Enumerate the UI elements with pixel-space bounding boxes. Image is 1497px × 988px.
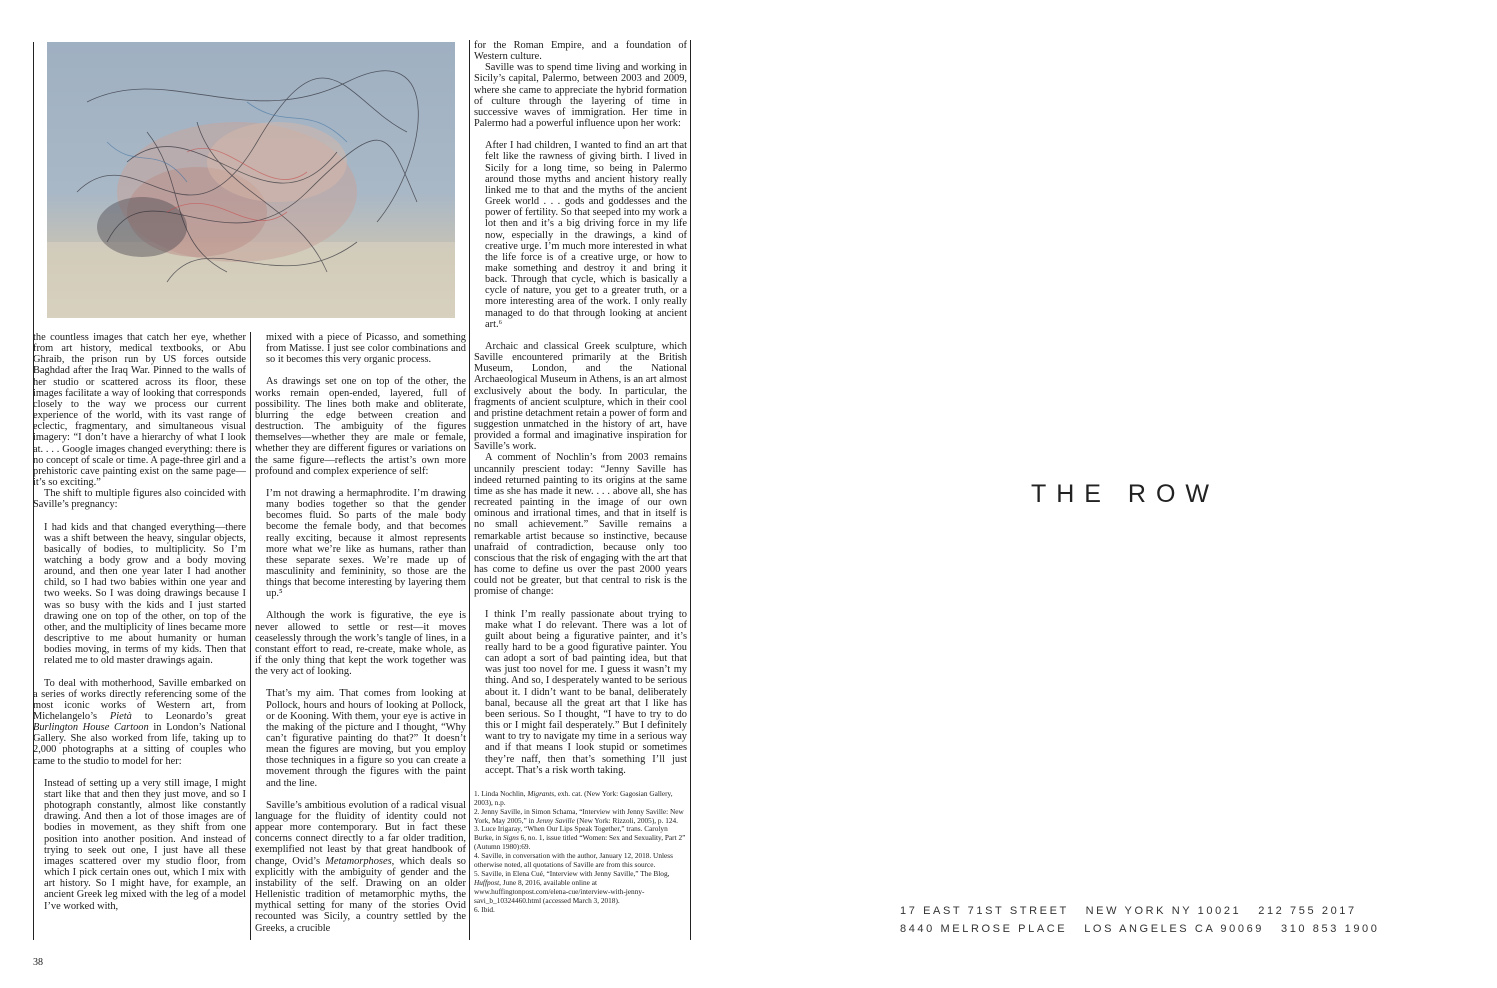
italic-title: Burlington House Cartoon: [33, 722, 149, 734]
quote-text: Instead of setting up a very still image, I might start like that and then they just move, and so I photograph constantly, almost like constantly drawing. And then a lot of those images are of bodies in movement, as they shift from one position into another position. And instead of trying to seek out one, I just have all these images scattered over my studio floor, from which I pick certain ones out, which I mix with art history. So I might have, for example, an ancient Greek leg mixed with the leg of a model I’ve worked with,: [44, 777, 246, 912]
paragraph: Saville was to spend time living and working in Sicily’s capital, Palermo, between 2003 and 2009, where she came to appreciate the hybrid formation of culture through the layering of time in successive waves of immigration. Her time in Palermo had a powerful influence upon her work:: [474, 62, 687, 130]
address-new-york: 17 EAST 71ST STREET NEW YORK NY 10021 212 755 2017: [900, 905, 1357, 917]
quote-text: mixed with a piece of Picasso, and something from Matisse. I just see color combinations and so it becomes this very organic process.: [266, 332, 466, 366]
painting-image: [47, 42, 455, 318]
italic-title: Migrants: [527, 788, 555, 798]
quote-text: After I had children, I wanted to find an art that felt like the rawness of giving birth. I lived in Sicily for a long time, so being in Palermo around those myths and ancient history really linked me to that and the myths of the ancient Greek world . . . gods and goddesses and the power of fertility. So that seeped into my work a lot then and it’s a big driving force in my life now, especially in the drawings, a kind of creative urge. I’m much more interested in what the life force is of a creative urge, or how to make something and destroy it and bring it back. Through that cycle, which is basically a cycle of nature, you get to a greater truth, or a more interesting area of the work. I only really managed to do that through looking at ancient art.⁶: [485, 140, 687, 330]
footnote: 3. Luce Irigaray, “When Our Lips Speak Together,” trans. Carolyn Burke, in Signs 6, no. 1, issue titled “Women: Sex and Sexuality, Part 2” (Autumn 1980):69.: [474, 824, 686, 852]
italic-title: Signs: [502, 833, 519, 843]
address-los-angeles: 8440 MELROSE PLACE LOS ANGELES CA 90069 310 853 1900: [900, 923, 1380, 935]
quote-text: That’s my aim. That comes from looking at Pollock, hours and hours of looking at Pollock, or de Kooning. With them, your eye is active in the making of the picture and I thought, “Why can’t figurative painting do that?” It doesn’t mean the figures are moving, but you employ those techniques in a figure so you can create a movement through the figures with the paint and the line.: [266, 688, 466, 789]
block-quote: [485, 609, 687, 776]
italic-title: Jenny Saville: [536, 815, 575, 825]
article-column-2: [255, 332, 466, 942]
paragraph: Saville’s ambitious evolution of a radical visual language for the fluidity of identity could not appear more contemporary. But in fact these concerns connect directly to a far older tradition, exemplified not least by that great handbook of change, Ovid’s Metamorphoses, which deals so explicitly with the ambiguity of gender and the instability of the self. Drawing on an older Hellenistic tradition of metamorphic myths, the mythical setting for many of the stories Ovid recounted was Sicily, a country settled by the Greeks, a crucible: [255, 799, 466, 934]
column-rule-right: [469, 40, 470, 940]
quote-text: I’m not drawing a hermaphrodite. I’m drawing many bodies together so that the gender becomes fluid. So parts of the male body become the female body, and that becomes really exciting, because it almost represents more what we’re like as humans, rather than these separate sexes. We’re made up of masculinity and femininity, so those are the things that become interesting by layering them up.⁵: [266, 487, 466, 600]
block-quote: [485, 140, 687, 330]
painting-scribbles: [47, 42, 455, 318]
footnote: 6. Ibid.: [474, 904, 495, 914]
article-column-1: [33, 332, 246, 942]
italic-title: Huffpost: [474, 877, 500, 887]
paragraph: for the Roman Empire, and a foundation of Western culture.: [474, 40, 687, 63]
footnote: 1. Linda Nochlin, Migrants, exh. cat. (New York: Gagosian Gallery, 2003), n.p.: [474, 788, 673, 807]
page-number: 38: [33, 957, 43, 968]
paragraph: The shift to multiple figures also coincided with Saville’s pregnancy:: [33, 488, 246, 511]
paragraph: Archaic and classical Greek sculpture, which Saville encountered primarily at the British Museum, London, and the National Archaeological Museum in Athens, is an art almost exclusively about the body. In particular, the fragments of ancient sculpture, which in their cool and pristine detachment retain a power of form and suggestion unmatched in the history of art, have provided a formal and imaginative inspiration for Saville’s work.: [474, 340, 687, 453]
footnote: 4. Saville, in conversation with the author, January 12, 2018. Unless otherwise noted, all quotations of Saville are from this source.: [474, 851, 673, 870]
article-column-3: [474, 40, 687, 942]
paragraph: the countless images that catch her eye, whether from art history, medical textbooks, or Abu Ghraib, the prison run by US forces outside Baghdad after the Iraq War. Pinned to the walls of her studio or scattered across its floor, these images facilitate a way of looking that corresponds closely to the way we process our current experience of the world, with its vast range of eclectic, fragmentary, and simultaneous visual imagery: “I don’t have a hierarchy of what I look at. . . . Google images changed everything: there is no concept of scale or time. A page-three girl and a prehistoric cave painting exist on the same page—it’s so exciting.”: [33, 332, 246, 489]
block-quote: [44, 778, 246, 912]
paragraph: As drawings set one on top of the other, the works remain open-ended, layered, full of possibility. The lines both make and obliterate, blurring the edge between creation and destruction. The ambiguity of the figures themselves—whether they are male or female, whether they are different figures or variations on the same figure—reflects the artist’s own more profound and complex experience of self:: [255, 376, 466, 477]
block-quote: [266, 488, 466, 600]
block-quote: [266, 332, 466, 365]
brand-logo: THE ROW: [1030, 480, 1220, 508]
italic-title: Pietà: [109, 711, 132, 722]
column-rule-middle: [250, 332, 251, 940]
quote-text: I think I’m really passionate about trying to make what I do relevant. There was a lot of guilt about being a figurative painter, and it’s really hard to be a good figurative painter. You can adopt a sort of bad painting idea, but that was just too novel for me. I guess it wasn’t my thing. And so, I desperately wanted to be serious about it. I didn’t want to be banal, deliberately banal, because all the great art that I like has been serious. So I thought, “I have to try to do this or I might fail desperately.” But I definitely want to try to navigate my time in a serious way and if that means I look stupid or sometimes they’re naff, then that’s something I’ll just accept. That’s a risk worth taking.: [485, 608, 687, 776]
footnote: 5. Saville, in Elena Cué, “Interview with Jenny Saville,” The Blog, Huffpost, June 8, 2016, available online at www.huffingtonpost.com/elena-cue/interview-with-jenny-savi_b_10324460.html (accessed March 3, 2018).: [474, 869, 670, 905]
italic-title: Metamorphoses: [325, 855, 392, 867]
paragraph: A comment of Nochlin’s from 2003 remains uncannily prescient today: “Jenny Saville has indeed returned painting to its origins at the same time as she has made it new. . . . above all, she has recreated painting in the image of our own ominous and irrational times, and that in itself is no small achievement.” Saville remains a remarkable artist because so instinctive, because unafraid of contradiction, because only too conscious that the risk of engaging with the art that has come to define us over the past 2000 years could not be greater, but that central to risk is the promise of change:: [474, 452, 687, 598]
quote-text: I had kids and that changed everything—there was a shift between the heavy, singular objects, basically of bodies, to multiplicity. So I’m watching a body grow and a body moving around, and then one year later I had another child, so I had two babies within one year and two weeks. So I was doing drawings because I was so busy with the kids and I just started drawing one on top of the other, on top of the other, and the multiplicity of lines became more descriptive to me about humanity or human bodies moving, in terms of my kids. Then that related me to old master drawings again.: [44, 521, 246, 667]
footnote: 2. Jenny Saville, in Simon Schama, “Interview with Jenny Saville: New York, May 2005,” in Jenny Saville (New York: Rizzoli, 2005), p. 124.: [474, 806, 684, 825]
paragraph: Although the work is figurative, the eye is never allowed to settle or rest—it moves ceaselessly through the work’s tangle of lines, in a constant effort to read, re-create, make whole, as if the only thing that kept the work together was the very act of looking.: [255, 610, 466, 678]
column-rule-outer: [690, 40, 691, 940]
footnotes: [474, 790, 687, 915]
block-quote: [44, 522, 246, 667]
block-quote: [266, 688, 466, 788]
paragraph: To deal with motherhood, Saville embarked on a series of works directly referencing some of the most iconic works of Western art, from Michelangelo’s Pietà to Leonardo’s great Burlington House Cartoon in London’s National Gallery. She also worked from life, taking up to 2,000 photographs at a sitting of couples who came to the studio to model for her:: [33, 677, 246, 767]
